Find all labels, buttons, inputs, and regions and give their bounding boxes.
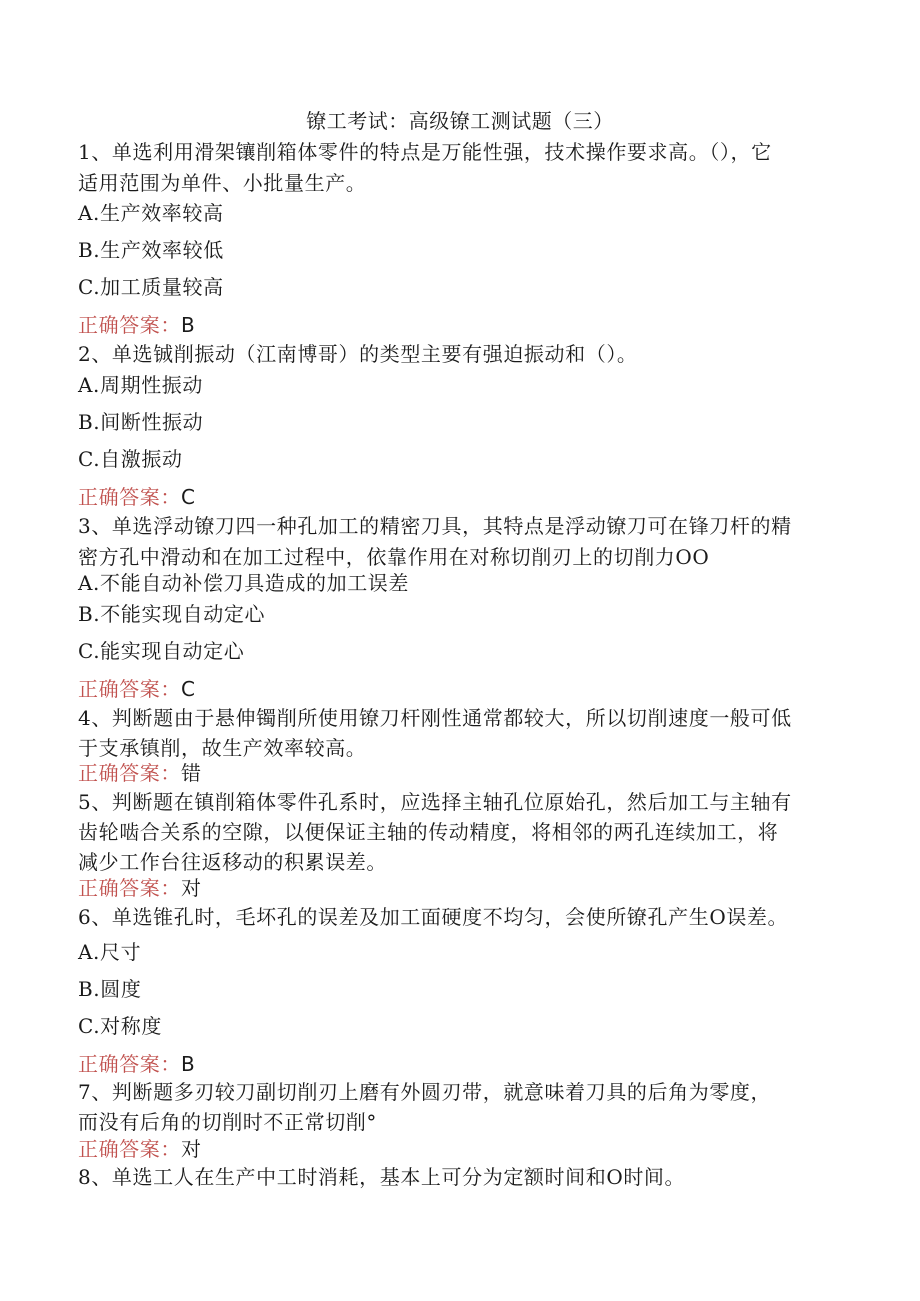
- document-title: 镣工考试：高级镣工测试题（三）: [306, 109, 614, 133]
- question-line: 而没有后角的切削时不正常切削°: [78, 1110, 377, 1134]
- option-line: C.能实现自动定心: [78, 639, 245, 663]
- answer-line: [78, 758, 202, 788]
- answer-label: 正确答案：: [78, 1052, 181, 1076]
- answer-label: 正确答案：: [78, 313, 181, 337]
- option-line: A.不能自动补偿刀具造成的加工误差: [78, 571, 410, 595]
- answer-line: [78, 674, 196, 704]
- question-line: 密方孔中滑动和在加工过程中，依靠作用在对称切削刃上的切削力OO: [78, 545, 710, 569]
- question-line: 3、单选浮动镣刀四一种孔加工的精密刀具，其特点是浮动镣刀可在锋刀杆的精: [78, 514, 792, 538]
- question-line: 2、单选铖削振动（江南博哥）的类型主要有强迫振动和（）。: [78, 342, 638, 366]
- option-line: B.间断性振动: [78, 410, 204, 434]
- question-line: 适用范围为单件、小批量生产。: [78, 171, 367, 195]
- answer-label: 正确答案：: [78, 677, 181, 701]
- answer-value: C: [181, 677, 196, 701]
- answer-label: 正确答案：: [78, 1137, 181, 1161]
- answer-label: 正确答案：: [78, 761, 181, 785]
- option-line: A.尺寸: [78, 940, 142, 964]
- answer-value: 对: [181, 1137, 202, 1161]
- question-line: 5、判断题在镇削箱体零件孔系时，应选择主轴孔位原始孔，然后加工与主轴有: [78, 790, 792, 814]
- option-line: C.自激振动: [78, 447, 183, 471]
- answer-label: 正确答案：: [78, 876, 181, 900]
- answer-line: [78, 310, 195, 340]
- answer-line: [78, 873, 202, 903]
- answer-value: C: [181, 485, 196, 509]
- answer-line: [78, 1134, 202, 1164]
- option-line: B.圆度: [78, 977, 142, 1001]
- answer-value: B: [181, 1052, 196, 1076]
- answer-line: [78, 482, 196, 512]
- question-line: 齿轮啮合关系的空隙，以便保证主轴的传动精度，将相邻的两孔连续加工，将: [78, 820, 779, 844]
- question-line: 6、单选锥孔时，毛坏孔的误差及加工面硬度不均匀，会使所镣孔产生O误差。: [78, 905, 789, 929]
- question-line: 8、单选工人在生产中工时消耗，基本上可分为定额时间和O时间。: [78, 1165, 686, 1189]
- option-line: B.生产效率较低: [78, 238, 224, 262]
- question-line: 减少工作台往返移动的积累误差。: [78, 850, 387, 874]
- option-line: C.加工质量较高: [78, 275, 224, 299]
- question-line: 1、单选利用滑架镶削箱体零件的特点是万能性强，技术操作要求高。（），它: [78, 140, 772, 164]
- question-line: 于支承镇削，故生产效率较高。: [78, 736, 367, 760]
- option-line: A.周期性振动: [78, 373, 204, 397]
- answer-value: 错: [181, 761, 202, 785]
- answer-label: 正确答案：: [78, 485, 181, 509]
- option-line: C.对称度: [78, 1014, 162, 1038]
- answer-value: B: [181, 313, 196, 337]
- option-line: B.不能实现自动定心: [78, 602, 266, 626]
- question-line: 4、判断题由于悬伸镯削所使用镣刀杆刚性通常都较大，所以切削速度一般可低: [78, 706, 792, 730]
- answer-value: 对: [181, 876, 202, 900]
- option-line: A.生产效率较高: [78, 201, 224, 225]
- question-line: 7、判断题多刃较刀副切削刃上磨有外圆刃带，就意味着刀具的后角为零度，: [78, 1080, 772, 1104]
- answer-line: [78, 1049, 195, 1079]
